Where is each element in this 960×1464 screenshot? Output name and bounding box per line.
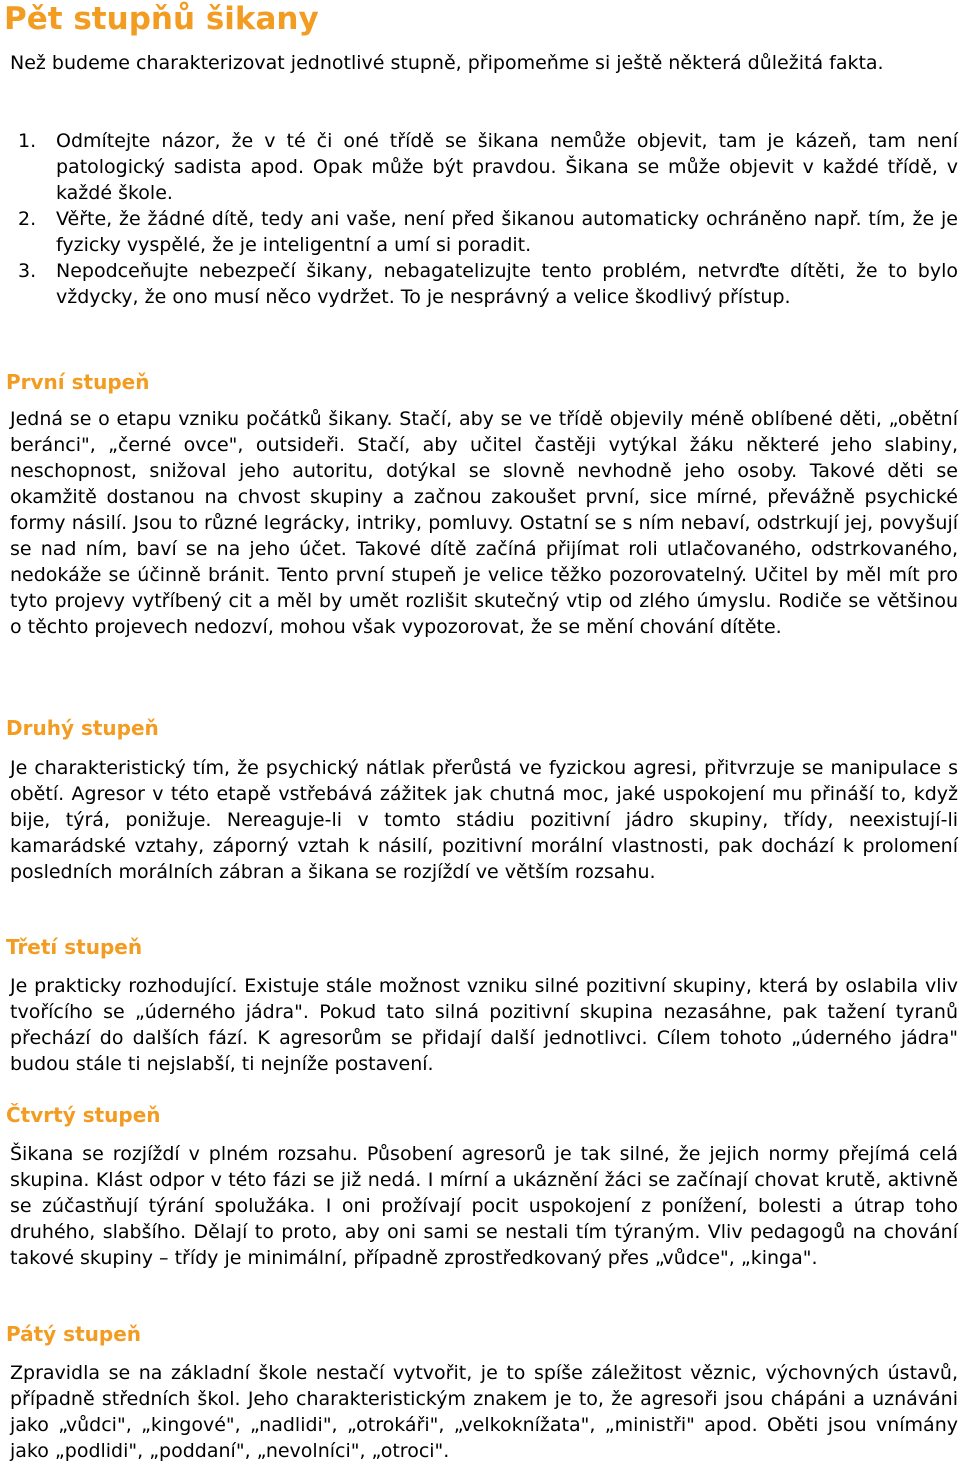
- list-number: 3.: [18, 260, 37, 282]
- section-heading-paty: Pátý stupeň: [6, 1322, 141, 1346]
- section-heading-prvni: První stupeň: [6, 370, 150, 394]
- section-text-ctvrty: Šikana se rozjíždí v plném rozsahu. Působení agresorů je tak silné, že jejich normy přejímá celá skupina. Klást odpor v této fázi se již nedá. I mírní a ukáznění žáci se začínají chovat krutě, aktivně se zúčastňují týrání spolužáka. I oni prožívají pocit uspokojení z ponížení, bolesti a útrap toho druhého, slabšího. Dělají to proto, aby oni sami se nestali tím týraným. Vliv pedagogů na chování takové skupiny – třídy je minimální, případně zprostředkovaný přes „vůdce", „kinga".: [10, 1143, 958, 1269]
- intro-paragraph: Než budeme charakterizovat jednotlivé stupně, připomeňme si ještě některá důležitá fakta.: [10, 52, 884, 74]
- list-item: [10, 206, 958, 258]
- list-text: Odmítejte názor, že v té či oné třídě se šikana nemůže objevit, tam je kázeň, tam není patologický sadista apod. Opak může být pravdou. Šikana se může objevit v každé třídě, v každé škole.: [56, 130, 958, 204]
- list-text: Nepodceňujte nebezpečí šikany, nebagatelizujte tento problém, netvrďte dítěti, že to bylo vždycky, že ono musí něco vydržet. To je nesprávný a velice škodlivý přístup.: [56, 260, 958, 308]
- section-heading-ctvrty: Čtvrtý stupeň: [6, 1103, 161, 1127]
- section-heading-druhy: Druhý stupeň: [6, 716, 159, 740]
- section-text-treti: Je prakticky rozhodující. Existuje stále možnost vzniku silné pozitivní skupiny, která by oslabila vliv tvořícího se „úderného jádra". Pokud tato silná pozitivní skupina nezasáhne, pak tažení tyranů přechází do dalších fází. K agresorům se přidají další jednotlivci. Cílem tohoto „úderného jádra" budou stále ti nejslabší, ti nejníže postavení.: [10, 975, 958, 1075]
- list-text: Věřte, že žádné dítě, tedy ani vaše, není před šikanou automaticky ochráněno např. tím, že je fyzicky vyspělé, že je inteligentní a umí si poradit.: [56, 208, 958, 256]
- section-heading-treti: Třetí stupeň: [6, 935, 143, 959]
- facts-list: [10, 128, 958, 310]
- list-number: 2.: [18, 208, 37, 230]
- section-text-druhy: Je charakteristický tím, že psychický nátlak přerůstá ve fyzickou agresi, přitvrzuje se manipulace s obětí. Agresor v této etapě vstřebává zážitek jak chutná moc, jaké uspokojení mu přináší to, když bije, týrá, ponižuje. Nereaguje-li v tomto stádiu pozitivní jádro skupiny, třídy, neexistují-li kamarádské vztahy, záporný vztah k násilí, pozitivní morální vlastnosti, pak dochází k prolomení posledních morálních zábran a šikana se rozjíždí ve větším rozsahu.: [10, 757, 958, 883]
- list-number: 1.: [18, 130, 37, 152]
- page-title: Pět stupňů šikany: [4, 1, 319, 37]
- section-text-paty: Zpravidla se na základní škole nestačí vytvořit, je to spíše záležitost věznic, výchovných ústavů, případně středních škol. Jeho charakteristickým znakem je to, že agresoři jsou chápáni a uznáváni jako „vůdci", „kingové", „nadlidi", „otrokáři", „velkoknížata", „ministři" apod. Oběti jsou vnímány jako „podlidi", „poddaní", „nevolníci", „otroci".: [10, 1362, 958, 1462]
- list-item: [10, 128, 958, 206]
- section-text-prvni: Jedná se o etapu vzniku počátků šikany. Stačí, aby se ve třídě objevily méně oblíbené děti, „obětní beránci", „černé ovce", outsideři. Stačí, aby učitel častěji vytýkal žáku některé jeho slabiny, neschopnost, snižoval jeho autoritu, dotýkal se slovně nevhodně jeho osoby. Takové děti se okamžitě dostanou na chvost skupiny a začnou zakoušet první, sice mírné, převážně psychické formy násilí. Jsou to různé legrácky, intriky, pomluvy. Ostatní se s ním nebaví, odstrkují jej, povyšují se nad ním, baví se na jeho účet. Takové dítě začíná přijímat roli utlačovaného, odstrkovaného, nedokáže se účinně bránit. Tento první stupeň je velice těžko pozorovatelný. Učitel by měl mít pro tyto projevy vytříbený cit a měl by umět rozlišit skutečný vtip od zlého úmyslu. Rodiče se většinou o těchto projevech nedozví, mohou však vypozorovat, že se mění chování dítěte.: [10, 408, 958, 638]
- list-item: [10, 258, 958, 310]
